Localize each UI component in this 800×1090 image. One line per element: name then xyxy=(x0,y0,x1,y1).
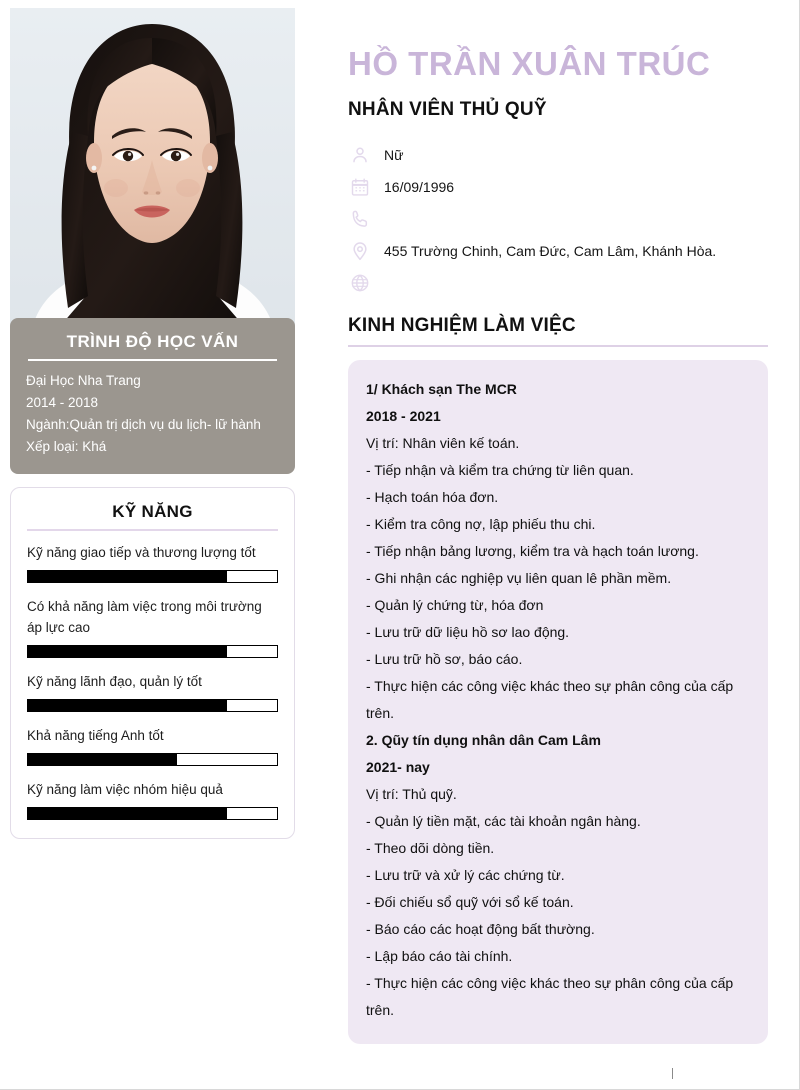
education-grade: Xếp loại: Khá xyxy=(26,439,107,454)
education-major: Ngành:Quản trị dịch vụ du lịch- lữ hành xyxy=(26,417,261,432)
contact-row-location xyxy=(348,235,768,267)
education-divider xyxy=(28,359,277,361)
job-period: 2021- nay xyxy=(366,759,430,775)
contact-list xyxy=(348,139,768,299)
job-bullet: - Báo cáo các hoạt động bất thường. xyxy=(366,921,595,937)
skill-bar-track xyxy=(27,570,278,583)
job-position: Vị trí: Thủ quỹ. xyxy=(366,786,457,802)
candidate-name: HỒ TRẦN XUÂN TRÚC xyxy=(348,45,711,82)
calendar-icon xyxy=(348,175,372,199)
skill-bar-fill xyxy=(28,646,227,657)
job-bullet: - Kiểm tra công nợ, lập phiếu thu chi. xyxy=(366,516,596,532)
skill-item xyxy=(27,542,278,583)
skill-bar-track xyxy=(27,807,278,820)
skills-card xyxy=(10,487,295,839)
contact-value: 16/09/1996 xyxy=(384,179,455,195)
job-bullet: - Quản lý tiền mặt, các tài khoản ngân hàng. xyxy=(366,813,641,829)
contact-row-phone xyxy=(348,203,768,235)
job-company: 1/ Khách sạn The MCR xyxy=(366,381,517,397)
skills-title: KỸ NĂNG xyxy=(112,502,193,521)
education-school: Đại Học Nha Trang xyxy=(26,373,141,388)
skill-item xyxy=(27,596,278,658)
experience-title: KINH NGHIỆM LÀM VIỆC xyxy=(348,315,576,336)
job-bullet: - Lập báo cáo tài chính. xyxy=(366,948,513,964)
job-bullet: - Ghi nhận các nghiệp vụ liên quan lê phần mềm. xyxy=(366,570,672,586)
job-bullet: - Hạch toán hóa đơn. xyxy=(366,489,499,505)
experience-divider xyxy=(348,345,768,347)
location-icon xyxy=(348,239,372,263)
contact-row-globe xyxy=(348,267,768,299)
skill-label: Kỹ năng giao tiếp và thương lượng tốt xyxy=(27,545,256,560)
job-bullet: - Quản lý chứng từ, hóa đơn xyxy=(366,597,544,613)
skill-label: Khả năng tiếng Anh tốt xyxy=(27,728,164,743)
contact-row-person xyxy=(348,139,768,171)
job-bullet: - Thực hiện các công việc khác theo sự phân công của cấp trên. xyxy=(366,678,734,721)
person-icon xyxy=(348,143,372,167)
candidate-role: NHÂN VIÊN THỦ QUỸ xyxy=(348,99,547,120)
education-years: 2014 - 2018 xyxy=(26,395,99,410)
job-bullet: - Thực hiện các công việc khác theo sự phân công của cấp trên. xyxy=(366,975,734,1018)
job-bullet: - Theo dõi dòng tiền. xyxy=(366,840,495,856)
skill-label: Kỹ năng làm việc nhóm hiệu quả xyxy=(27,782,223,797)
skill-item xyxy=(27,725,278,766)
education-title: TRÌNH ĐỘ HỌC VẤN xyxy=(66,332,239,351)
education-panel xyxy=(10,318,295,474)
job-bullet: - Đối chiếu sổ quỹ với sổ kế toán. xyxy=(366,894,574,910)
profile-photo xyxy=(10,8,295,338)
skill-bar-track xyxy=(27,645,278,658)
skill-bar-fill xyxy=(28,571,227,582)
skill-label: Có khả năng làm việc trong môi trường áp lực cao xyxy=(27,599,262,635)
job-bullet: - Lưu trữ hồ sơ, báo cáo. xyxy=(366,651,523,667)
skill-bar-fill xyxy=(28,808,227,819)
job-bullet: - Lưu trữ dữ liệu hồ sơ lao động. xyxy=(366,624,570,640)
skills-list xyxy=(27,542,278,820)
skills-divider xyxy=(27,529,278,531)
experience-job xyxy=(366,376,750,727)
experience-panel xyxy=(348,360,768,1044)
job-bullet: - Tiếp nhận bảng lương, kiểm tra và hạch toán lương. xyxy=(366,543,699,559)
phone-icon xyxy=(348,207,372,231)
skill-item xyxy=(27,671,278,712)
globe-icon xyxy=(348,271,372,295)
cv-main-column xyxy=(348,0,768,1044)
text-cursor xyxy=(672,1068,673,1079)
job-company: 2. Qũy tín dụng nhân dân Cam Lâm xyxy=(366,732,601,748)
contact-row-calendar xyxy=(348,171,768,203)
skill-bar-track xyxy=(27,753,278,766)
experience-job xyxy=(366,727,750,1024)
skill-bar-track xyxy=(27,699,278,712)
job-bullet: - Lưu trữ và xử lý các chứng từ. xyxy=(366,867,565,883)
job-position: Vị trí: Nhân viên kế toán. xyxy=(366,435,520,451)
job-bullet: - Tiếp nhận và kiểm tra chứng từ liên quan. xyxy=(366,462,634,478)
contact-value: Nữ xyxy=(384,147,404,163)
skill-bar-fill xyxy=(28,700,227,711)
job-period: 2018 - 2021 xyxy=(366,408,441,424)
portrait-illustration xyxy=(10,8,295,338)
skill-label: Kỹ năng lãnh đạo, quản lý tốt xyxy=(27,674,202,689)
skill-bar-fill xyxy=(28,754,177,765)
contact-value: 455 Trường Chinh, Cam Đức, Cam Lâm, Khánh Hòa. xyxy=(384,243,717,259)
skill-item xyxy=(27,779,278,820)
